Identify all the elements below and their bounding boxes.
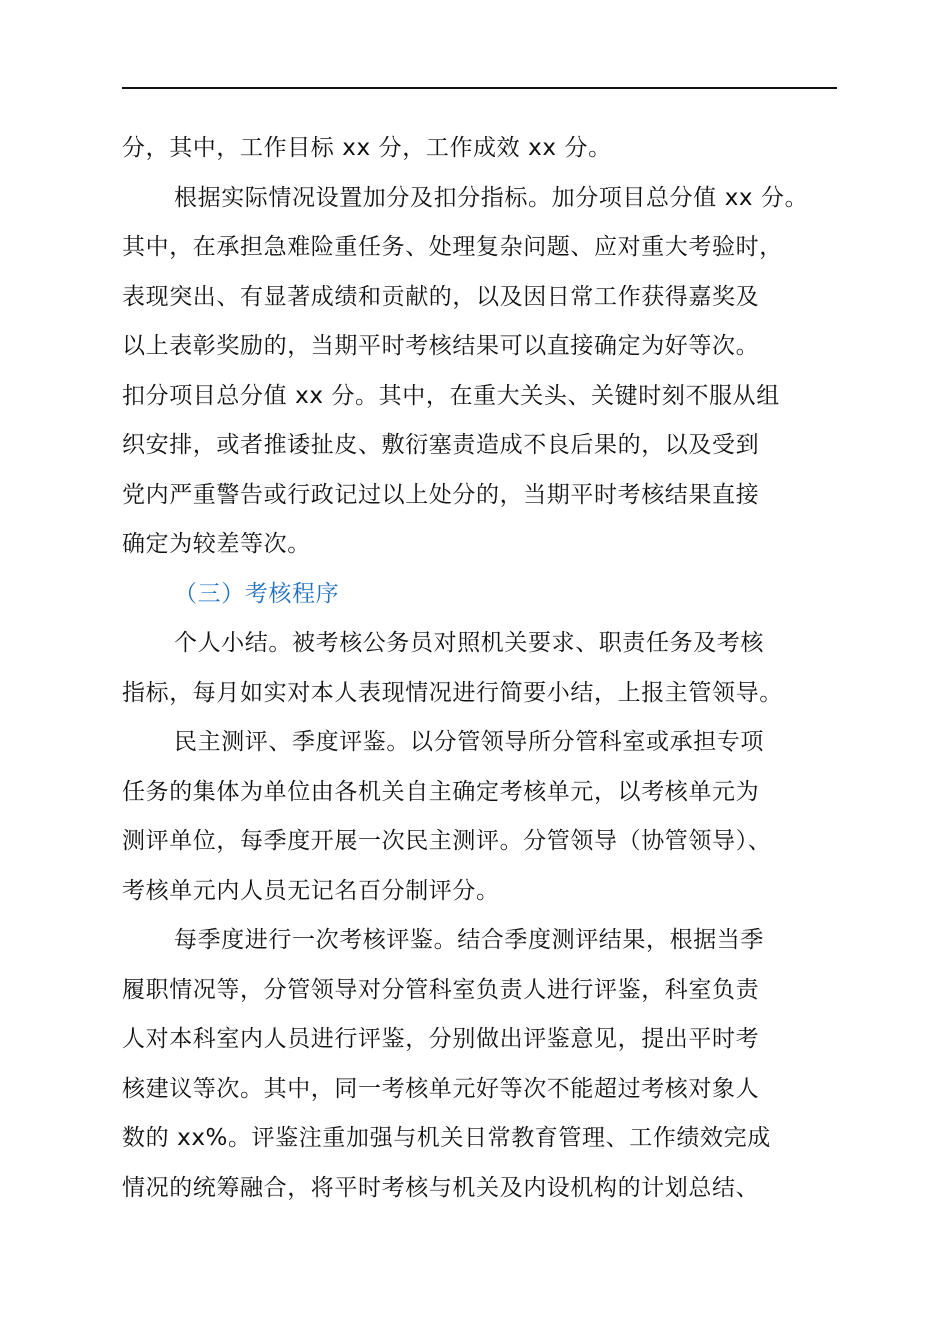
document-body <box>122 124 842 1213</box>
header-rule <box>122 87 837 89</box>
paragraph-bonus-deduction: 根据实际情况设置加分及扣分指标。加分项目总分值 xx 分。 其中，在承担急难险重任务、处理复杂问题、应对重大考验时， 表现突出、有显著成绩和贡献的，以及因日常工作获得嘉奖及 以上表彰奖励的，当期平时考核结果可以直接确定为好等次。 扣分项目总分值 xx 分。其中，在重大关头、关键时刻不服从组 织安排，或者推诿扯皮、敷衍塞责造成不良后果的，以及受到 党内严重警告或行政记过以上处分的，当期平时考核结果直接 确定为较差等次。 <box>122 184 809 557</box>
paragraph-democratic-evaluation: 民主测评、季度评鉴。以分管领导所分管科室或承担专项 任务的集体为单位由各机关自主确定考核单元，以考核单元为 测评单位，每季度开展一次民主测评。分管领导（协管领导）、 考核单元内人员无记名百分制评分。 <box>122 729 772 904</box>
section-heading: （三）考核程序 <box>174 580 340 607</box>
paragraph-personal-summary: 个人小结。被考核公务员对照机关要求、职责任务及考核 指标，每月如实对本人表现情况进行简要小结，上报主管领导。 <box>122 630 783 706</box>
paragraph-quarterly-review: 每季度进行一次考核评鉴。结合季度测评结果，根据当季 履职情况等，分管领导对分管科室负责人进行评鉴，科室负责 人对本科室内人员进行评鉴，分别做出评鉴意见，提出平时考 核建议等次。其中，同一考核单元好等次不能超过考核对象人 数的 xx%。评鉴注重加强与机关日常教育管理、工作绩效完成 情况的统筹融合，将平时考核与机关及内设机构的计划总结、 <box>122 927 771 1201</box>
paragraph-score-breakdown: 分，其中，工作目标 xx 分，工作成效 xx 分。 <box>122 135 612 161</box>
